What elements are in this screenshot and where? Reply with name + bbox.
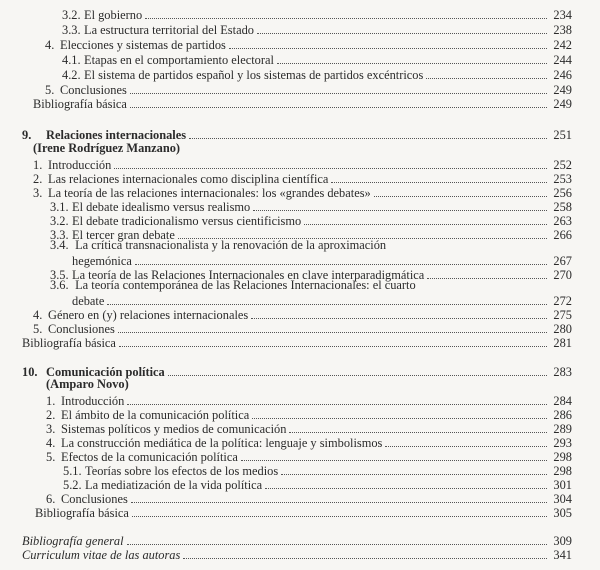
dot-leader xyxy=(253,210,547,211)
chapter-heading xyxy=(22,127,572,142)
dot-leader xyxy=(277,63,547,64)
dot-leader xyxy=(132,516,547,517)
section-number: 1. xyxy=(33,158,43,172)
dot-leader xyxy=(135,264,547,265)
toc-row xyxy=(50,199,572,214)
chapter-title: Comunicación política xyxy=(46,365,165,379)
section-title: La mediatización de la vida política xyxy=(85,478,263,492)
section-title: Teorías sobre los efectos de los medios xyxy=(85,464,279,478)
dot-leader xyxy=(107,304,547,305)
toc-row xyxy=(33,185,572,200)
dot-leader xyxy=(374,196,547,197)
section-title: La teoría de las Relaciones Internacionales en clave interparadigmática xyxy=(72,268,425,282)
chapter-title: Relaciones internacionales xyxy=(46,128,187,142)
page-number: 280 xyxy=(553,322,572,336)
section-title: Bibliografía básica xyxy=(35,506,129,520)
section-number: 3. xyxy=(33,186,43,200)
page-number: 270 xyxy=(553,268,572,282)
dot-leader xyxy=(331,182,547,183)
section-title: El ámbito de la comunicación política xyxy=(61,408,250,422)
toc-row xyxy=(72,293,572,308)
section-title: Conclusiones xyxy=(48,322,115,336)
page-number: 304 xyxy=(553,492,572,506)
page-number: 286 xyxy=(553,408,572,422)
section-number: 4. xyxy=(46,436,56,450)
section-title: Conclusiones xyxy=(61,492,128,506)
section-title: Bibliografía básica xyxy=(33,97,127,111)
section-title: La crítica transnacionalista y la renovación de la aproximación xyxy=(75,238,387,252)
section-title: Conclusiones xyxy=(60,83,127,97)
dot-leader xyxy=(229,48,547,49)
toc-row xyxy=(33,96,572,111)
dot-leader xyxy=(127,404,547,405)
dot-leader xyxy=(257,33,547,34)
dot-leader xyxy=(127,544,547,545)
page-number: 244 xyxy=(553,53,572,67)
section-number: 3.2. xyxy=(62,8,81,22)
page-number: 289 xyxy=(553,422,572,436)
toc-row xyxy=(22,335,572,350)
page-number: 258 xyxy=(553,200,572,214)
section-title: Efectos de la comunicación política xyxy=(61,450,238,464)
section-number: 6. xyxy=(46,492,56,506)
page-number: 272 xyxy=(553,294,572,308)
section-title: Introducción xyxy=(48,158,112,172)
toc-row xyxy=(33,321,572,336)
toc-row xyxy=(46,407,572,422)
page-number: 281 xyxy=(553,336,572,350)
section-title-continuation: hegemónica xyxy=(72,254,132,268)
toc-row xyxy=(22,533,572,548)
dot-leader xyxy=(145,18,547,19)
section-number: 4. xyxy=(45,38,55,52)
page-number: 238 xyxy=(553,23,572,37)
dot-leader xyxy=(265,488,547,489)
section-number: 3. xyxy=(46,422,56,436)
section-number: 3.6. xyxy=(50,278,69,292)
section-number: 3.4. xyxy=(50,238,69,252)
section-number: 3.5. xyxy=(50,268,69,282)
toc-row xyxy=(50,213,572,228)
dot-leader xyxy=(130,93,547,94)
section-number: 5.2. xyxy=(63,478,82,492)
toc-row xyxy=(35,505,572,520)
section-title: Las relaciones internacionales como disciplina científica xyxy=(48,172,329,186)
dot-leader xyxy=(426,78,547,79)
section-number: 3.3. xyxy=(50,228,69,242)
toc-row xyxy=(46,435,572,450)
toc-row xyxy=(46,421,572,436)
section-number: 2. xyxy=(46,408,56,422)
section-title: Introducción xyxy=(61,394,125,408)
section-title: El tercer gran debate xyxy=(72,228,175,242)
section-title: La estructura territorial del Estado xyxy=(84,23,254,37)
toc-row xyxy=(62,67,572,82)
page-number: 293 xyxy=(553,436,572,450)
page-number: 266 xyxy=(553,228,572,242)
page-number: 234 xyxy=(553,8,572,22)
section-number: 3.2. xyxy=(50,214,69,228)
page-number: 263 xyxy=(553,214,572,228)
section-title: Género en (y) relaciones internacionales xyxy=(48,308,249,322)
toc-row xyxy=(46,491,572,506)
section-number: 2. xyxy=(33,172,43,186)
toc-row xyxy=(45,37,572,52)
toc-row xyxy=(72,253,572,268)
page-number: 298 xyxy=(553,464,572,478)
page-number: 242 xyxy=(553,38,572,52)
dot-leader xyxy=(289,432,547,433)
dot-leader xyxy=(183,558,547,559)
dot-leader xyxy=(241,460,547,461)
page-number: 305 xyxy=(553,506,572,520)
dot-leader xyxy=(119,346,547,347)
page-number: 284 xyxy=(553,394,572,408)
toc-row xyxy=(62,7,572,22)
section-number: 5. xyxy=(46,450,56,464)
toc-row xyxy=(33,307,572,322)
section-title: El debate idealismo versus realismo xyxy=(72,200,251,214)
section-title-continuation: debate xyxy=(72,294,105,308)
page-number: 252 xyxy=(553,158,572,172)
section-number: 5. xyxy=(45,83,55,97)
toc-row xyxy=(22,547,572,562)
toc-row xyxy=(63,463,572,478)
section-title: El debate tradicionalismo versus cientificismo xyxy=(72,214,302,228)
dot-leader xyxy=(304,224,547,225)
toc-row xyxy=(62,22,572,37)
page-number: 275 xyxy=(553,308,572,322)
section-title: Etapas en el comportamiento electoral xyxy=(84,53,274,67)
dot-leader xyxy=(427,278,547,279)
toc-row xyxy=(33,157,572,172)
section-number: 5. xyxy=(33,322,43,336)
dot-leader xyxy=(189,138,547,139)
toc-row xyxy=(46,393,572,408)
toc-row-first-line xyxy=(50,239,386,252)
section-title: Curriculum vitae de las autoras xyxy=(22,548,181,562)
page-number: 246 xyxy=(553,68,572,82)
dot-leader xyxy=(131,502,547,503)
toc-row xyxy=(33,171,572,186)
page-number: 253 xyxy=(553,172,572,186)
section-title: La teoría de las relaciones internacionales: los «grandes debates» xyxy=(48,186,371,200)
page-number: 341 xyxy=(553,548,572,562)
toc-row xyxy=(62,52,572,67)
section-number: 5.1. xyxy=(63,464,82,478)
page-number: 256 xyxy=(553,186,572,200)
page-number: 249 xyxy=(553,83,572,97)
page-number: 283 xyxy=(553,365,572,379)
section-title: El sistema de partidos español y los sistemas de partidos excéntricos xyxy=(84,68,424,82)
section-number: 4.2. xyxy=(62,68,81,82)
dot-leader xyxy=(114,168,547,169)
dot-leader xyxy=(252,418,547,419)
section-title: La teoría contemporánea de las Relaciones Internacionales: el cuarto xyxy=(75,278,416,292)
section-title: Bibliografía general xyxy=(22,534,124,548)
dot-leader xyxy=(281,474,547,475)
section-number: 3.3. xyxy=(62,23,81,37)
page-number: 309 xyxy=(553,534,572,548)
dot-leader xyxy=(118,332,547,333)
toc-row xyxy=(45,82,572,97)
page-number: 251 xyxy=(553,128,572,142)
dot-leader xyxy=(168,375,547,376)
section-title: Elecciones y sistemas de partidos xyxy=(60,38,226,52)
dot-leader xyxy=(130,107,547,108)
chapter-author: (Amparo Novo) xyxy=(46,377,129,391)
dot-leader xyxy=(251,318,547,319)
section-number: 4. xyxy=(33,308,43,322)
section-title: Sistemas políticos y medios de comunicación xyxy=(61,422,287,436)
toc-row xyxy=(63,477,572,492)
dot-leader xyxy=(385,446,547,447)
section-title: El gobierno xyxy=(84,8,143,22)
page-number: 298 xyxy=(553,450,572,464)
chapter-number: 10. xyxy=(22,365,38,379)
section-number: 4.1. xyxy=(62,53,81,67)
toc-row-first-line xyxy=(50,279,416,292)
page-number: 301 xyxy=(553,478,572,492)
section-number: 1. xyxy=(46,394,56,408)
page-number: 249 xyxy=(553,97,572,111)
section-number: 3.1. xyxy=(50,200,69,214)
toc-row xyxy=(46,449,572,464)
chapter-number: 9. xyxy=(22,128,32,142)
section-title: Bibliografía básica xyxy=(22,336,116,350)
page-number: 267 xyxy=(553,254,572,268)
chapter-author: (Irene Rodríguez Manzano) xyxy=(33,141,181,155)
section-title: La construcción mediática de la política: lenguaje y simbolismos xyxy=(61,436,383,450)
